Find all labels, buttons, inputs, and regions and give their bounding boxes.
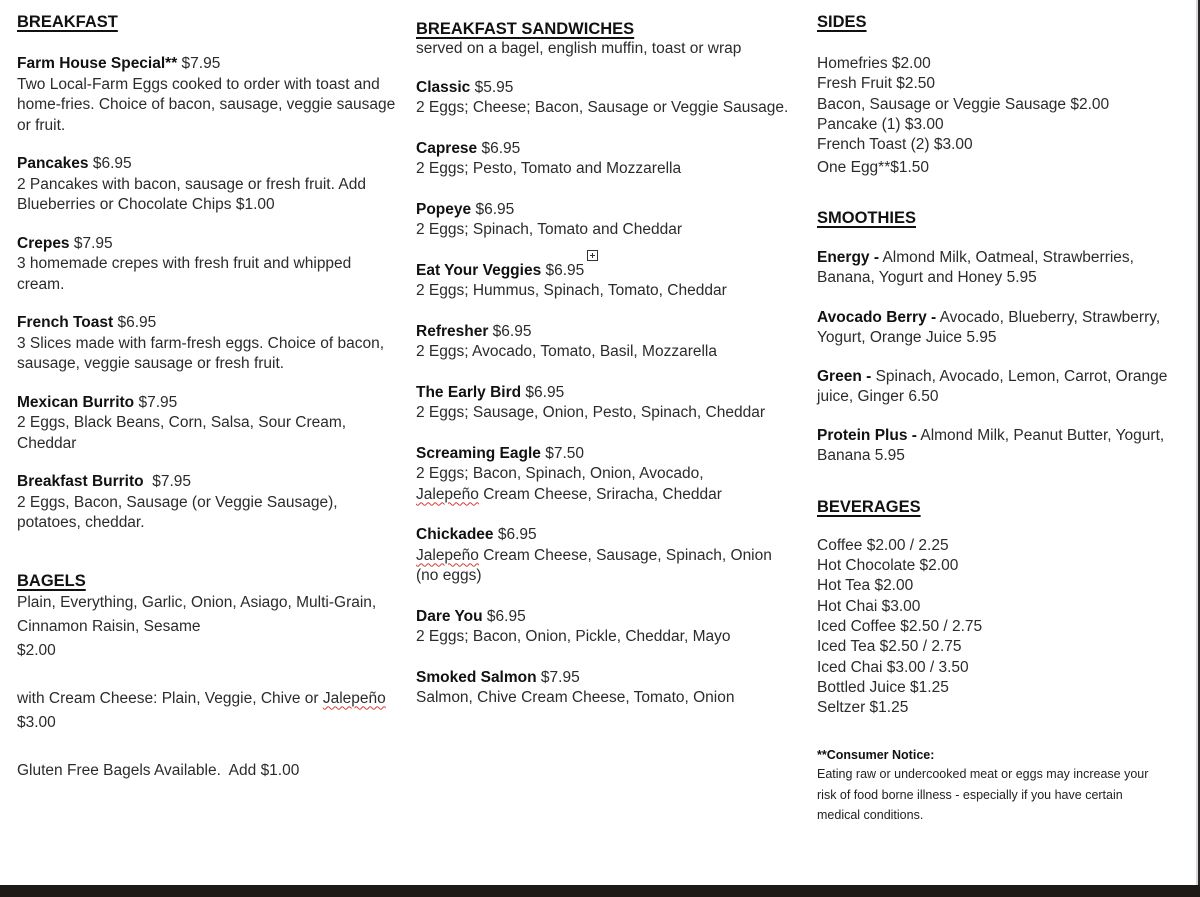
item-price: $7.95: [69, 234, 113, 252]
background-strip: [0, 885, 1200, 897]
column-sandwiches: [416, 19, 796, 709]
item-description: 2 Eggs; Avocado, Tomato, Basil, Mozzarella: [416, 343, 717, 360]
section-heading-sides: SIDES: [817, 13, 867, 31]
cream-cheese-price: $3.00: [17, 713, 56, 731]
beverages-list: [817, 536, 1187, 719]
beverage-item: Hot Chai $3.00: [817, 597, 921, 615]
item-price: $7.95: [134, 393, 178, 411]
item-price: $6.95: [541, 261, 585, 279]
menu-item: [17, 472, 397, 534]
item-description: 2 Eggs; Sausage, Onion, Pesto, Spinach, Cheddar: [416, 404, 765, 421]
item-price: $6.95: [521, 383, 565, 401]
menu-item: [416, 78, 796, 119]
side-item: Pancake (1) $3.00: [817, 115, 944, 133]
item-name: Breakfast Burrito: [17, 473, 144, 490]
beverage-item: Hot Chocolate $2.00: [817, 557, 959, 575]
menu-item: [17, 313, 397, 375]
item-description: 2 Eggs; Spinach, Tomato and Cheddar: [416, 221, 682, 238]
smoothie-item: [817, 426, 1187, 467]
jalapeno-word: Jalepeño: [416, 546, 479, 564]
section-heading-smoothies: SMOOTHIES: [817, 208, 917, 227]
item-price: $6.95: [477, 139, 521, 157]
beverage-item: Coffee $2.00 / 2.25: [817, 536, 949, 554]
item-name: Pancakes: [17, 155, 89, 172]
section-heading-breakfast: BREAKFAST: [17, 13, 118, 31]
menu-item: [416, 607, 796, 648]
item-description: Two Local-Farm Eggs cooked to order with toast and home-fries. Choice of bacon, sausage, veggie sausage or fruit.: [17, 75, 396, 134]
beverage-item: Bottled Juice $1.25: [817, 678, 949, 696]
smoothie-name: Green -: [817, 367, 872, 385]
item-description: 3 Slices made with farm-fresh eggs. Choice of bacon, sausage, veggie sausage or fresh fruit.: [17, 334, 385, 372]
item-description: 2 Eggs; Pesto, Tomato and Mozzarella: [416, 160, 682, 177]
cream-cheese-options: [17, 687, 397, 711]
item-description: [416, 464, 796, 505]
expand-box-icon[interactable]: [587, 250, 598, 261]
column-sides-smoothies-beverages: [817, 12, 1187, 826]
side-item: One Egg**$1.50: [817, 159, 930, 177]
item-price: $5.95: [470, 78, 514, 96]
item-name: French Toast: [17, 314, 114, 331]
notice-text: Eating raw or undercooked meat or eggs may increase your risk of food borne illness - especially if you have certain medical conditions.: [817, 767, 1149, 823]
item-name: Crepes: [17, 234, 70, 252]
item-name: Caprese: [416, 139, 478, 157]
menu-item: [17, 54, 397, 136]
menu-item: [416, 200, 796, 241]
smoothie-description: Almond Milk, Peanut Butter, Yogurt, Banana 5.95: [817, 426, 1165, 465]
side-item: Fresh Fruit $2.50: [817, 75, 936, 93]
item-name: Refresher: [416, 322, 489, 340]
smoothie-item: [817, 367, 1187, 408]
item-description: 2 Pancakes with bacon, sausage or fresh fruit. Add Blueberries or Chocolate Chips $1.00: [17, 175, 366, 213]
item-name: Popeye: [416, 200, 472, 218]
item-description-part: 2 Eggs; Bacon, Spinach, Onion, Avocado,: [416, 465, 704, 482]
bagel-price: $2.00: [17, 641, 56, 659]
menu-item: [416, 261, 796, 302]
item-price: $7.95: [177, 55, 221, 72]
item-name: Farm House Special**: [17, 55, 178, 72]
item-price: $7.95: [143, 473, 192, 490]
item-name: Smoked Salmon: [416, 668, 537, 686]
beverage-item: Hot Tea $2.00: [817, 577, 914, 595]
gluten-free-note: Gluten Free Bagels Available. Add $1.00: [17, 761, 300, 779]
jalapeno-word: Jalepeño: [416, 485, 479, 503]
smoothie-item: [817, 308, 1187, 349]
item-description: 2 Eggs, Bacon, Sausage (or Veggie Sausage), potatoes, cheddar.: [17, 493, 338, 531]
section-heading-bagels: BAGELS: [17, 571, 86, 590]
column-breakfast: [17, 12, 397, 783]
menu-item: [416, 525, 796, 587]
smoothie-description: Almond Milk, Oatmeal, Strawberries, Banana, Yogurt and Honey 5.95: [817, 248, 1134, 287]
smoothie-name: Protein Plus -: [817, 426, 917, 444]
item-price: $6.95: [113, 314, 157, 331]
menu-item: [17, 154, 397, 216]
smoothie-name: Energy -: [817, 248, 880, 266]
beverage-item: Seltzer $1.25: [817, 699, 909, 717]
item-price: $6.95: [88, 155, 132, 172]
cream-cheese-jalapeno: Jalepeño: [322, 689, 386, 707]
menu-item: [416, 444, 796, 506]
cream-cheese-list: with Cream Cheese: Plain, Veggie, Chive or: [17, 689, 319, 707]
beverage-item: Iced Chai $3.00 / 3.50: [817, 658, 969, 676]
item-price: $6.95: [482, 607, 526, 625]
side-item: Bacon, Sausage or Veggie Sausage $2.00: [817, 95, 1110, 113]
bagel-list: Plain, Everything, Garlic, Onion, Asiago, Multi-Grain, Cinnamon Raisin, Sesame: [17, 593, 377, 635]
item-description: 3 homemade crepes with fresh fruit and whipped cream.: [17, 255, 352, 293]
smoothie-item: [817, 248, 1187, 289]
menu-item: [17, 393, 397, 455]
item-description-part: Cream Cheese, Sausage, Spinach, Onion (no eggs): [416, 546, 772, 584]
sandwich-subheading: served on a bagel, english muffin, toast or wrap: [416, 40, 742, 57]
consumer-notice: [817, 746, 1187, 826]
item-description-part: Cream Cheese, Sriracha, Cheddar: [478, 485, 722, 503]
section-heading-beverages: BEVERAGES: [817, 497, 921, 516]
item-description: 2 Eggs; Bacon, Onion, Pickle, Cheddar, Mayo: [416, 628, 731, 645]
item-description: Salmon, Chive Cream Cheese, Tomato, Onion: [416, 689, 735, 706]
item-name: Mexican Burrito: [17, 393, 135, 411]
item-description: 2 Eggs; Hummus, Spinach, Tomato, Cheddar: [416, 282, 727, 299]
smoothie-description: Spinach, Avocado, Lemon, Carrot, Orange juice, Ginger 6.50: [817, 367, 1168, 406]
item-description: [416, 546, 796, 587]
item-price: $7.95: [536, 668, 580, 686]
beverage-item: Iced Coffee $2.50 / 2.75: [817, 617, 983, 635]
menu-item: [416, 383, 796, 424]
menu-item: [17, 234, 397, 296]
side-item: French Toast (2) $3.00: [817, 136, 973, 154]
item-price: $6.95: [488, 322, 532, 340]
item-name: Screaming Eagle: [416, 444, 541, 462]
side-item: Homefries $2.00: [817, 55, 931, 72]
item-price: $6.95: [493, 526, 537, 543]
menu-item: [416, 139, 796, 180]
menu-item: [416, 668, 796, 709]
menu-item: [416, 322, 796, 363]
section-heading-sandwiches: BREAKFAST SANDWICHES: [416, 20, 635, 38]
smoothie-description: Avocado, Blueberry, Strawberry, Yogurt, Orange Juice 5.95: [817, 308, 1161, 347]
item-name: Classic: [416, 78, 471, 96]
smoothie-name: Avocado Berry -: [817, 308, 937, 326]
item-description: 2 Eggs, Black Beans, Corn, Salsa, Sour Cream, Cheddar: [17, 414, 347, 452]
item-price: $6.95: [471, 200, 515, 218]
sides-list: [817, 54, 1187, 179]
item-price: $7.50: [540, 444, 585, 462]
item-name: Eat Your Veggies: [416, 261, 542, 279]
notice-title: **Consumer Notice:: [817, 748, 935, 763]
item-name: The Early Bird: [416, 383, 522, 401]
item-name: Chickadee: [416, 526, 494, 543]
item-description: 2 Eggs; Cheese; Bacon, Sausage or Veggie Sausage.: [416, 99, 789, 116]
beverage-item: Iced Tea $2.50 / 2.75: [817, 638, 962, 656]
item-name: Dare You: [416, 607, 483, 625]
